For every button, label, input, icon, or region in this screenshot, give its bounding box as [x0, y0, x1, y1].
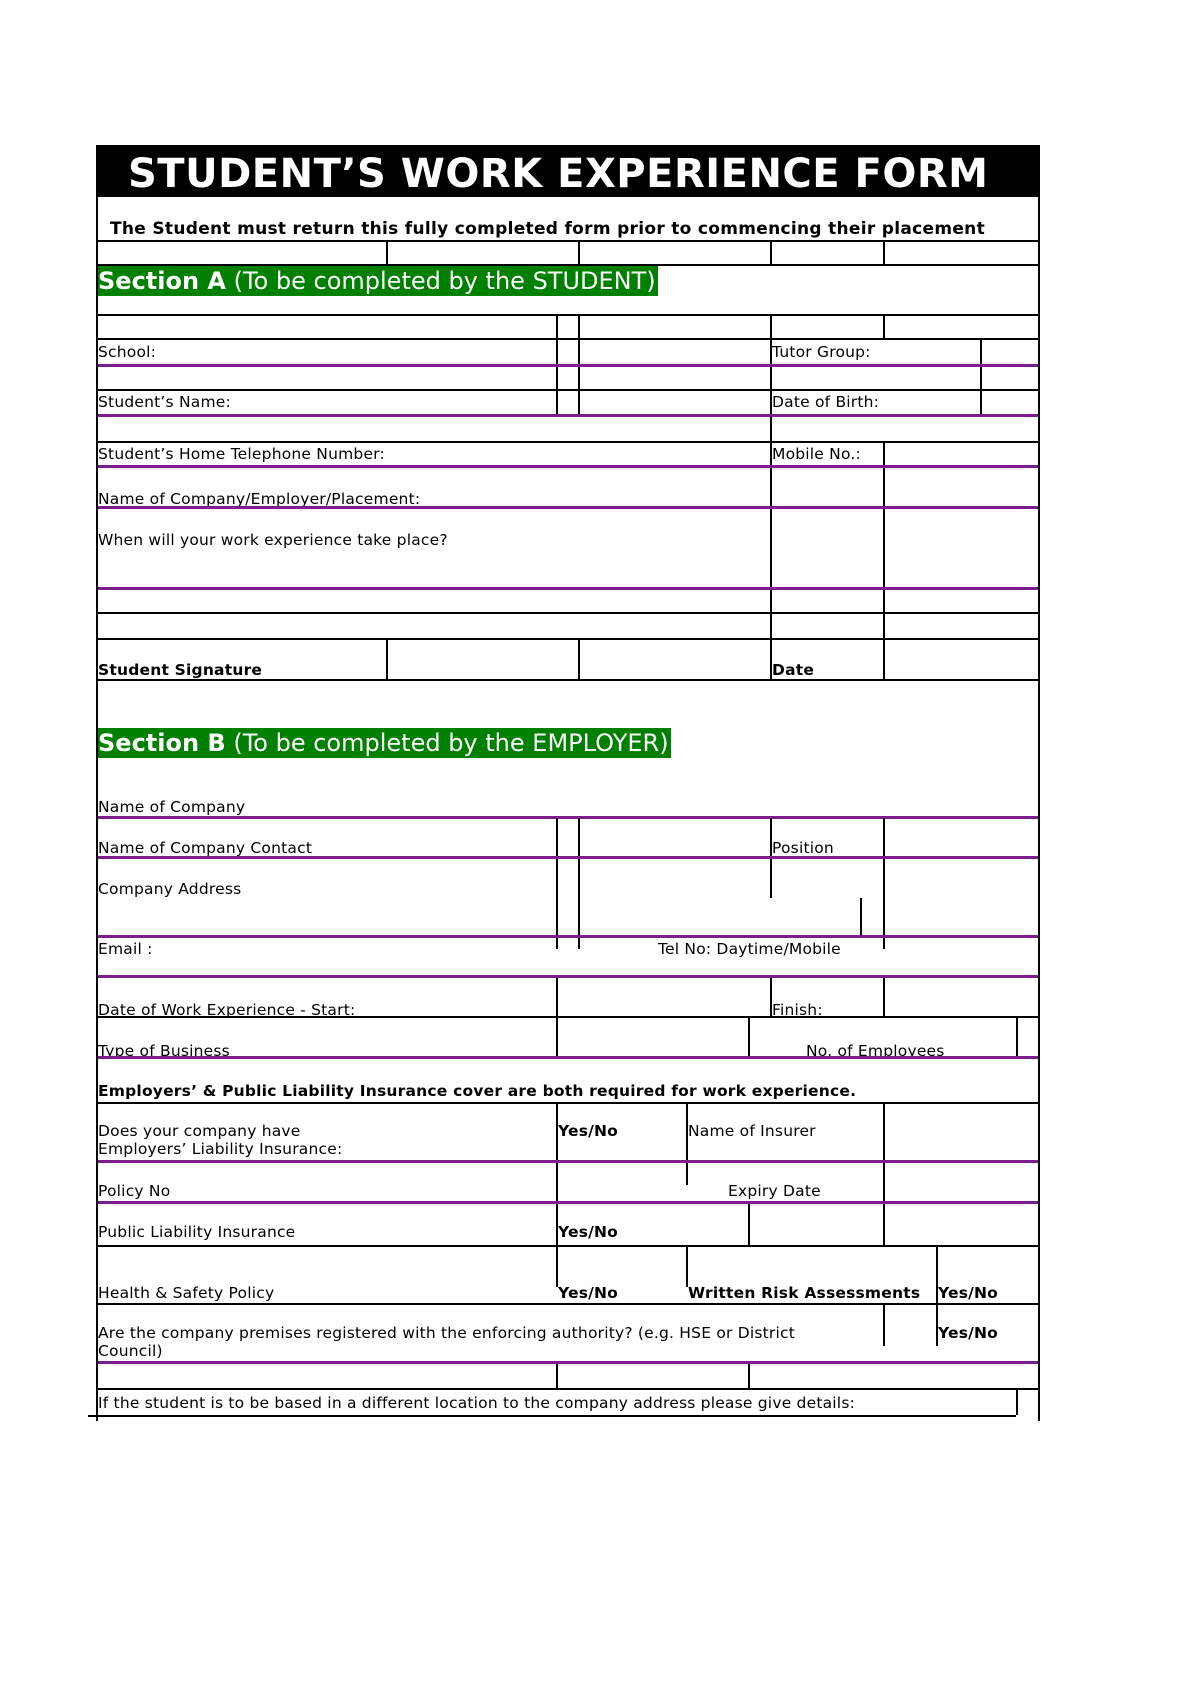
health-safety-yes-no[interactable]: Yes/No [558, 1284, 619, 1302]
date-field[interactable] [885, 640, 1038, 680]
grid-line [686, 1104, 688, 1185]
risk-assessments-label: Written Risk Assessments [688, 1284, 921, 1302]
company-contact-label: Name of Company Contact [98, 839, 313, 857]
rule [98, 314, 1038, 316]
grid-line [556, 1364, 558, 1388]
employees-label: No. of Employees [806, 1042, 945, 1060]
grid-line [770, 240, 772, 264]
grid-line [578, 818, 580, 949]
when-field[interactable] [100, 509, 770, 587]
finish-field[interactable] [885, 978, 1038, 1016]
premises-label-2: Council) [98, 1342, 163, 1360]
email-label: Email : [98, 940, 153, 958]
public-liability-yes-no[interactable]: Yes/No [558, 1223, 619, 1241]
public-liability-field[interactable] [750, 1204, 883, 1246]
insurance-note: Employers’ & Public Liability Insurance cover are both required for work experience. [98, 1082, 857, 1100]
section-b-heading [98, 728, 671, 758]
policy-no-field[interactable] [558, 1163, 686, 1201]
start-date-field[interactable] [558, 978, 770, 1016]
date-label: Date [772, 661, 815, 679]
public-liability-label: Public Liability Insurance [98, 1223, 296, 1241]
grid-line [556, 818, 558, 949]
when-label: When will your work experience take place? [98, 531, 448, 549]
tutor-group-field[interactable] [982, 338, 1038, 362]
home-telephone-label: Student’s Home Telephone Number: [98, 445, 385, 463]
email-field[interactable] [100, 938, 556, 974]
rule [88, 1415, 1016, 1417]
rule [98, 1361, 1038, 1364]
section-b-heading-rest: (To be completed by the EMPLOYER) [225, 729, 669, 757]
student-name-label: Student’s Name: [98, 393, 231, 411]
company-address-field[interactable] [100, 859, 556, 935]
student-name-field[interactable] [100, 389, 556, 415]
section-a-heading-bold: Section A [98, 267, 226, 295]
grid-line [748, 1364, 750, 1388]
company-name-field[interactable] [100, 468, 770, 506]
rule [98, 364, 1038, 367]
rule [98, 1201, 1038, 1204]
section-a-heading [98, 266, 658, 296]
work-experience-form [96, 145, 1040, 1421]
company-address-label: Company Address [98, 880, 242, 898]
rule [98, 240, 1038, 242]
start-date-label: Date of Work Experience - Start: [98, 1001, 356, 1019]
different-location-field[interactable] [100, 1390, 1016, 1415]
risk-assessments-yes-no[interactable]: Yes/No [938, 1284, 999, 1302]
home-telephone-field[interactable] [100, 441, 770, 465]
employees-field[interactable] [1018, 1018, 1038, 1056]
rule [98, 679, 1038, 681]
school-field[interactable] [100, 338, 556, 362]
student-signature-field[interactable] [388, 640, 770, 680]
expiry-label: Expiry Date [728, 1182, 821, 1200]
section-a-heading-rest: (To be completed by the STUDENT) [226, 267, 656, 295]
premises-label-1: Are the company premises registered with the enforcing authority? (e.g. HSE or District [98, 1324, 795, 1342]
grid-line [1016, 1390, 1018, 1415]
position-label: Position [772, 839, 834, 857]
mobile-field[interactable] [885, 441, 1038, 465]
date-of-birth-field[interactable] [982, 389, 1038, 415]
expiry-field[interactable] [885, 1163, 1038, 1201]
grid-line [860, 898, 862, 938]
grid-line [748, 1018, 750, 1056]
company-name-label: Name of Company/Employer/Placement: [98, 490, 421, 508]
insurer-label: Name of Insurer [688, 1122, 816, 1140]
grid-line [556, 1247, 558, 1287]
rule [98, 1056, 1038, 1059]
business-type-field[interactable] [558, 1018, 748, 1056]
employers-liability-yes-no[interactable]: Yes/No [558, 1122, 619, 1140]
student-signature-label: Student Signature [98, 661, 263, 679]
rule [98, 1245, 1038, 1247]
grid-line [883, 1305, 885, 1346]
health-safety-label: Health & Safety Policy [98, 1284, 275, 1302]
tel-label: Tel No: Daytime/Mobile [658, 940, 841, 958]
grid-line [883, 240, 885, 264]
employers-liability-label-2: Employers’ Liability Insurance: [98, 1140, 343, 1158]
company-contact-field[interactable] [100, 818, 556, 856]
title-bar [96, 145, 1040, 197]
grid-line [770, 314, 772, 681]
date-of-birth-label: Date of Birth: [772, 393, 880, 411]
form-title: STUDENT’S WORK EXPERIENCE FORM [128, 151, 989, 197]
employers-liability-label-1: Does your company have [98, 1122, 301, 1140]
rule [98, 1303, 1038, 1305]
form-subtitle: The Student must return this fully completed form prior to commencing their placement [110, 219, 986, 239]
school-label: School: [98, 343, 157, 361]
grid-line [883, 314, 885, 338]
position-field[interactable] [885, 818, 1038, 856]
tel-field[interactable] [885, 938, 1038, 974]
business-type-label: Type of Business [98, 1042, 230, 1060]
grid-line [578, 240, 580, 264]
grid-line [386, 240, 388, 264]
company-field[interactable] [100, 775, 1038, 815]
section-b-heading-bold: Section B [98, 729, 226, 757]
policy-no-label: Policy No [98, 1182, 171, 1200]
insurer-field[interactable] [885, 1104, 1038, 1160]
different-location-label: If the student is to be based in a different location to the company address please give details: [98, 1394, 856, 1412]
rule [98, 612, 1038, 614]
company-label: Name of Company [98, 798, 246, 816]
tutor-group-label: Tutor Group: [772, 343, 871, 361]
premises-yes-no[interactable]: Yes/No [938, 1324, 999, 1342]
grid-line [686, 1247, 688, 1287]
finish-label: Finish: [772, 1001, 823, 1019]
mobile-label: Mobile No.: [772, 445, 861, 463]
rule [98, 414, 1038, 417]
rule [98, 587, 1038, 590]
